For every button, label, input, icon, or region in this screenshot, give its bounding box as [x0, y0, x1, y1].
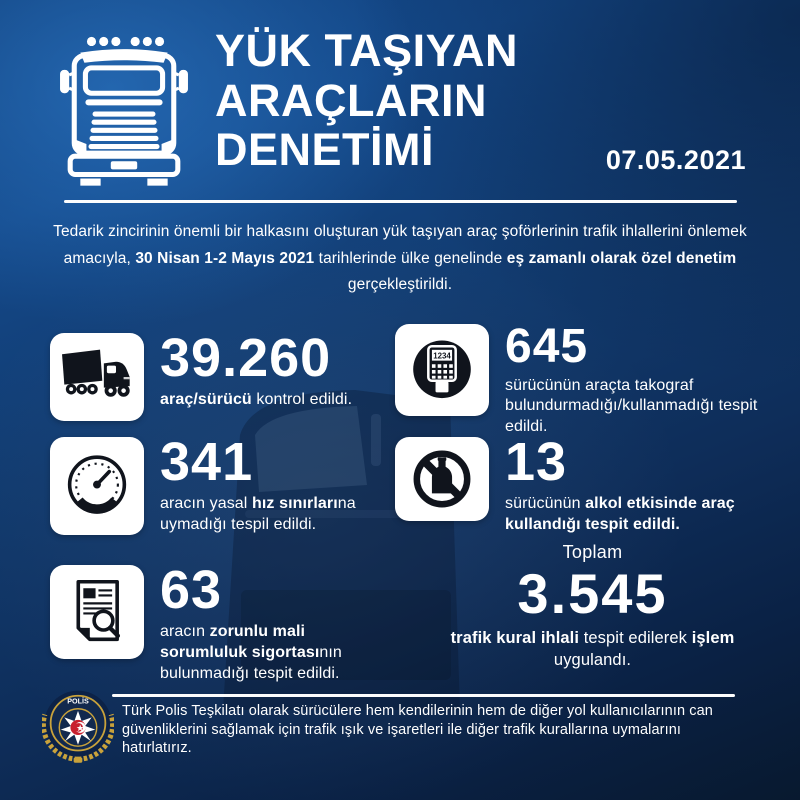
truck-front-icon — [58, 30, 190, 190]
stat-value: 63 — [160, 560, 223, 620]
stat-label: aracın zorunlu mali sorumluluk sigortasının bulunmadığı tespit edildi. — [160, 623, 342, 682]
stat-tachograph — [395, 320, 763, 438]
title-line-3: DENETİMİ — [215, 124, 435, 175]
stat-alcohol — [395, 432, 763, 536]
stat-label: sürücünün alkol etkisinde araç kullandığı tespit edildi. — [505, 495, 735, 534]
stat-icon-box — [50, 333, 144, 421]
cargo-truck-icon — [59, 341, 135, 413]
total-value: 3.545 — [517, 562, 668, 625]
footer-note: Türk Polis Teşkilatı olarak sürücülere hem kendilerinin hem de diğer yol kullanıcılarının can güvenliklerini sağlamak için trafik ışık ve işaretleri ile diğer trafik kurallarına uymalarını hatırlatırız. — [122, 703, 713, 757]
footer-divider — [112, 694, 735, 697]
page-title — [215, 26, 518, 175]
report-date: 07.05.2021 — [605, 145, 746, 175]
police-emblem-logo — [42, 686, 114, 766]
stat-value: 13 — [505, 432, 568, 492]
stat-icon-box — [395, 324, 489, 416]
stat-label: sürücünün araçta takograf bulundurmadığı/kullanmadığı tespit edildi. — [505, 376, 758, 436]
svg-text:1234: 1234 — [433, 351, 451, 361]
stat-label: aracın yasal hız sınırlarına uymadığı tespil edildi. — [160, 495, 356, 534]
intro-paragraph: Tedarik zincirinin önemli bir halkasını oluşturan yük taşıyan araç şoförlerinin trafik ihlallerini önlemek amacıyla, 30 Nisan 1-2 Mayıs 2021 tarihlerinde ülke genelinde eş zamanlı olarak özel denetim gerçekleştirildi. — [53, 223, 747, 294]
stat-speeding — [50, 432, 390, 536]
stat-value: 39.260 — [160, 328, 332, 388]
stat-value: 645 — [505, 320, 589, 373]
stat-insurance — [50, 560, 390, 685]
stat-icon-box — [395, 437, 489, 521]
stat-vehicles-checked — [50, 328, 390, 421]
stat-label: araç/sürücü kontrol edildi. — [160, 391, 353, 409]
stat-icon-box — [50, 565, 144, 659]
header-divider — [64, 200, 737, 203]
stat-icon-box — [50, 437, 144, 535]
tachograph-icon — [404, 334, 480, 406]
total-heading: Toplam — [562, 542, 623, 562]
insurance-document-icon — [59, 576, 135, 648]
stat-value: 341 — [160, 432, 254, 492]
stat-total-violations — [420, 542, 765, 671]
speedometer-icon — [59, 450, 135, 522]
total-label: trafik kural ihlali tespit edilerek işlem uygulandı. — [450, 629, 735, 669]
title-line-1: YÜK TAŞIYAN — [215, 25, 519, 76]
logo-polis-text: POLİS — [67, 696, 89, 706]
title-line-2: ARAÇLARIN — [215, 74, 487, 126]
no-alcohol-icon — [404, 443, 480, 515]
